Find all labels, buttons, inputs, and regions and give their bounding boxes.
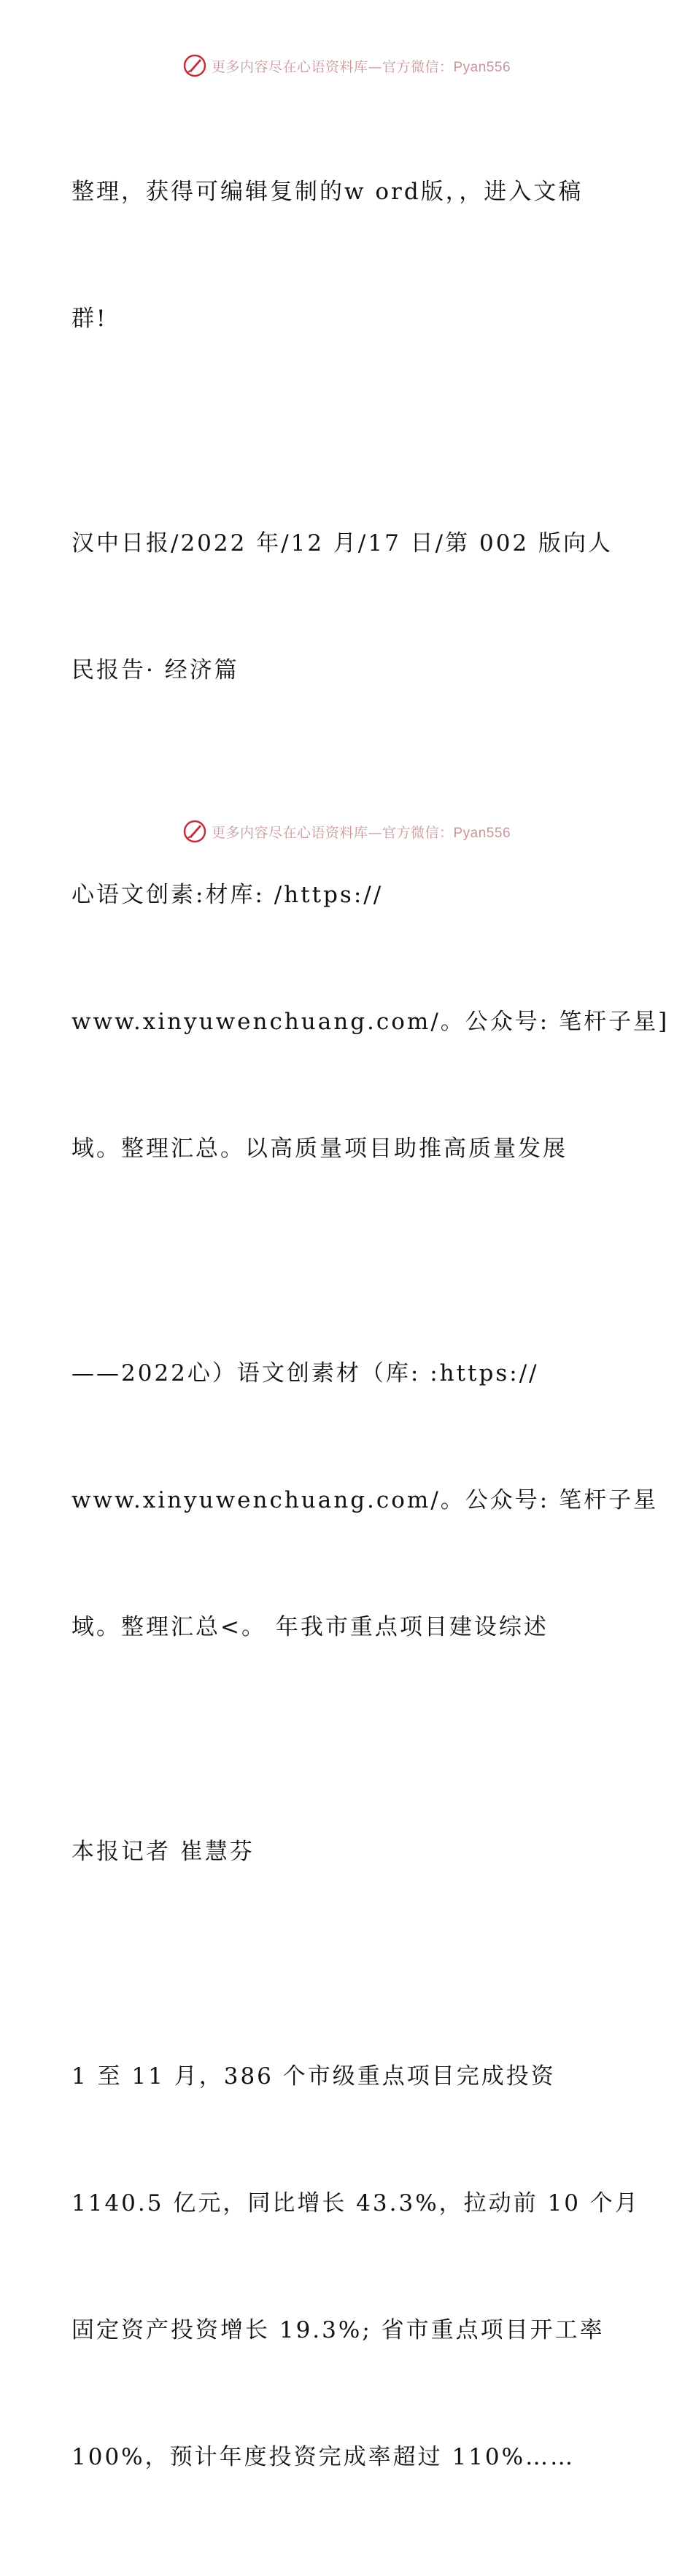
document-body (71, 86, 670, 2576)
text-line: 域。整理汇总<。 年我市重点项目建设综述 (71, 1614, 549, 1640)
paragraph-subtitle (71, 1268, 659, 1733)
text-line: 整理，获得可编辑复制的w ord版，，进入文稿 (71, 179, 584, 205)
watermark-text: 更多内容尽在心语资料库—官方微信：Pyan556 (211, 58, 511, 75)
paragraph-title (71, 789, 670, 1254)
text-line: 固定资产投资增长 19.3%; 省市重点项目开工率 (71, 2317, 605, 2343)
header-watermark (0, 51, 693, 80)
paragraph-source (71, 438, 611, 776)
paragraph-body (71, 1971, 640, 2563)
text-line: ——2022心）语文创素材（库: :https:// (71, 1360, 539, 1386)
text-line: 心语文创素:材库: /https:// (71, 882, 384, 908)
quill-logo-icon (182, 53, 207, 78)
paragraph-byline (71, 1746, 611, 1958)
text-line: 群! (71, 306, 108, 332)
text-line: www.xinyuwenchuang.com/。公众号: 笔杆子星 (71, 1487, 659, 1513)
watermark-text: 更多内容尽在心语资料库—官方微信：Pyan556 (211, 824, 511, 841)
text-line: 1 至 11 月，386 个市级重点项目完成投资 (71, 2063, 556, 2090)
quill-logo-icon (182, 819, 207, 844)
text-line: 民报告· 经济篇 (71, 657, 239, 683)
paragraph-intro (71, 86, 611, 424)
text-line: 100%，预计年度投资完成率超过 110%…… (71, 2444, 576, 2470)
text-line: 汉中日报/2022 年/12 月/17 日/第 002 版向人 (71, 530, 613, 556)
text-line: 域。整理汇总。以高质量项目助推高质量发展 (71, 1136, 568, 1162)
text-line: www.xinyuwenchuang.com/。公众号: 笔杆子星] (71, 1009, 670, 1035)
footer-watermark (0, 817, 693, 846)
text-line: 本报记者 崔慧芬 (71, 1839, 255, 1865)
text-line: 1140.5 亿元，同比增长 43.3%，拉动前 10 个月 (71, 2190, 640, 2216)
